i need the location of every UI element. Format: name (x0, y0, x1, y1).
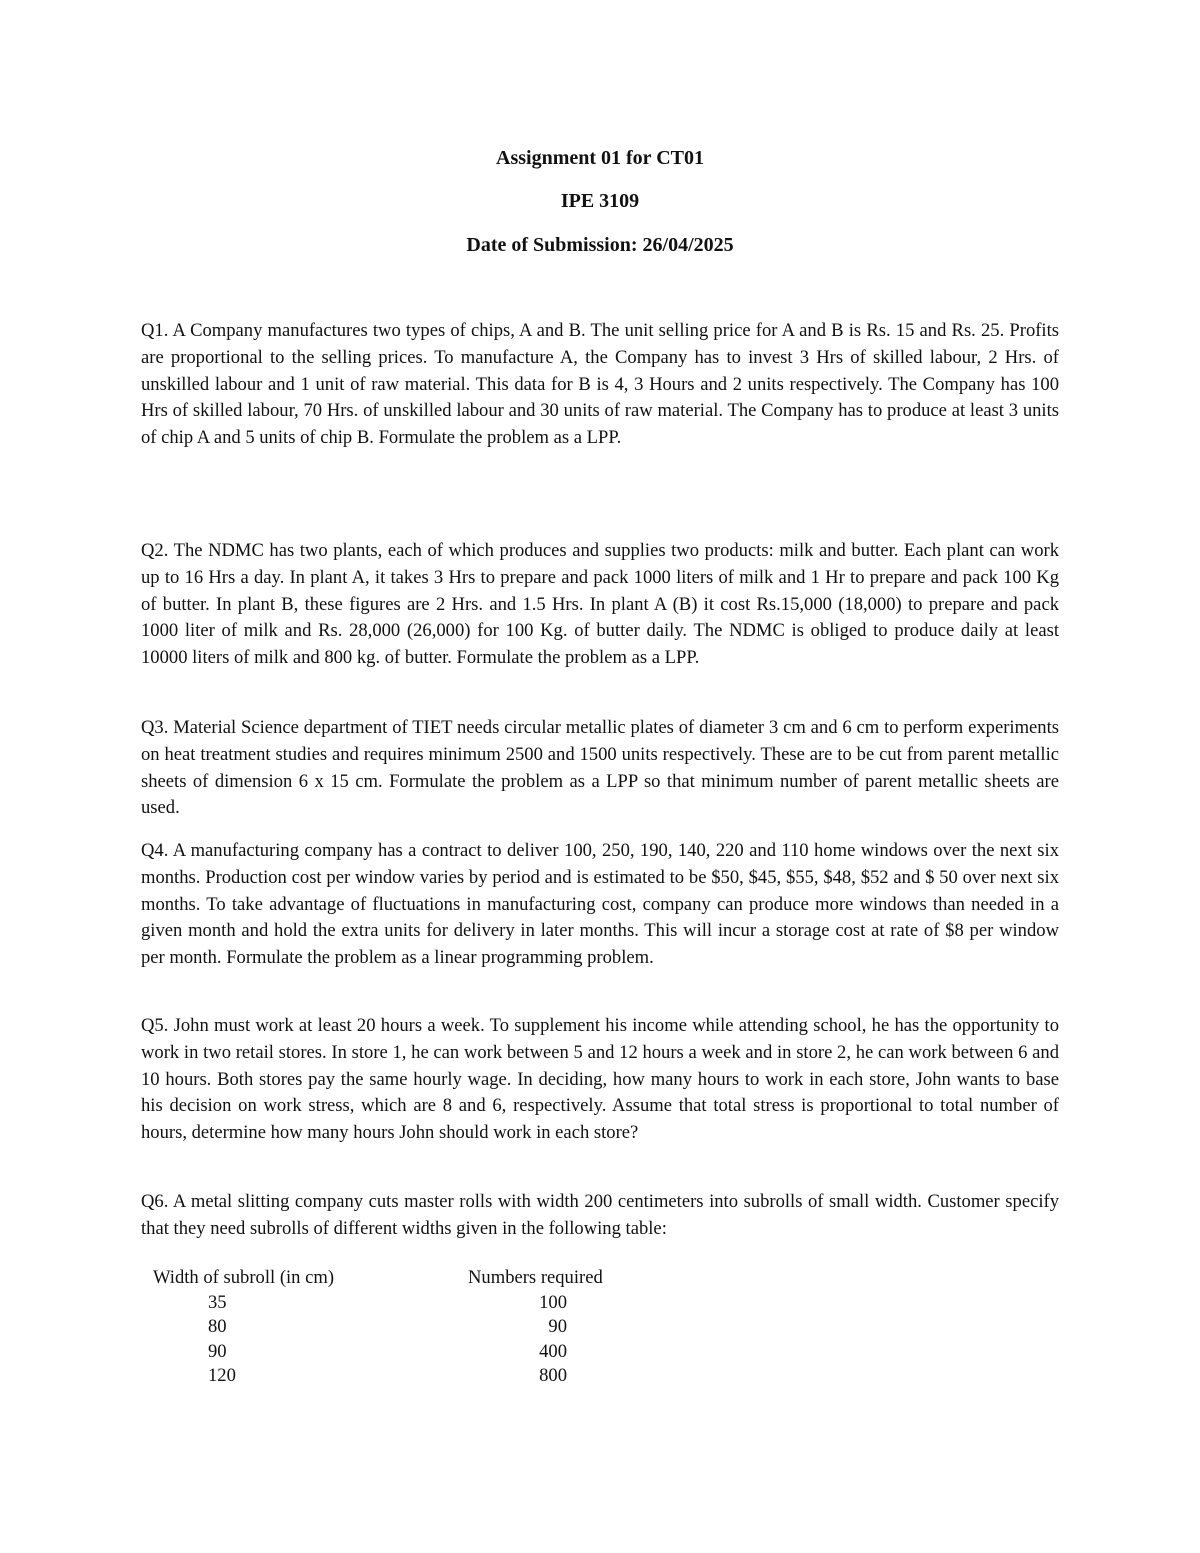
table-cell-width: 120 (208, 1365, 236, 1387)
question-6: Q6. A metal slitting company cuts master rolls with width 200 centimeters into subrolls of small width. Customer specify that they need subrolls of different widths given in the following table: (141, 1191, 1059, 1239)
submission-date: Date of Submission: 26/04/2025 (466, 234, 734, 256)
assignment-title: Assignment 01 for CT01 (496, 147, 704, 169)
table-cell-numbers: 90 (548, 1316, 567, 1338)
table-row (153, 1340, 653, 1365)
table-cell-numbers: 400 (539, 1340, 567, 1362)
table-cell-width: 35 (208, 1291, 227, 1313)
table-row (153, 1364, 653, 1389)
course-code: IPE 3109 (560, 190, 640, 212)
question-4: Q4. A manufacturing company has a contract to deliver 100, 250, 190, 140, 220 and 110 home windows over the next six months. Production cost per window varies by period and is estimated to be $50, $45, $55, $48, $52 and $ 50 over next six months. To take advantage of fluctuations in manufacturing cost, company can produce more windows than needed in a given month and hold the extra units for delivery in later months. This will incur a storage cost at rate of $8 per window per month. Formulate the problem as a linear programming problem. (141, 840, 1059, 969)
table-header-width: Width of subroll (in cm) (153, 1267, 335, 1288)
subroll-table (153, 1266, 653, 1389)
question-1: Q1. A Company manufactures two types of chips, A and B. The unit selling price for A and B is Rs. 15 and Rs. 25. Profits are proportional to the selling prices. To manufacture A, the Company has to invest 3 Hrs of skilled labour, 2 Hrs. of unskilled labour and 1 unit of raw material. This data for B is 4, 3 Hours and 2 units respectively. The Company has 100 Hrs of skilled labour, 70 Hrs. of unskilled labour and 30 units of raw material. The Company has to produce at least 3 units of chip A and 5 units of chip B. Formulate the problem as a LPP. (141, 320, 1059, 449)
question-2: Q2. The NDMC has two plants, each of which produces and supplies two products: milk and butter. Each plant can work up to 16 Hrs a day. In plant A, it takes 3 Hrs to prepare and pack 1000 liters of milk and 1 Hr to prepare and pack 100 Kg of butter. In plant B, these figures are 2 Hrs. and 1.5 Hrs. In plant A (B) it cost Rs.15,000 (18,000) to prepare and pack 1000 liter of milk and Rs. 28,000 (26,000) for 100 Kg. of butter daily. The NDMC is obliged to produce daily at least 10000 liters of milk and 800 kg. of butter. Formulate the problem as a LPP. (141, 540, 1059, 669)
table-cell-numbers: 100 (539, 1291, 567, 1313)
table-cell-width: 90 (208, 1340, 227, 1362)
table-header-row (153, 1266, 653, 1291)
table-row (153, 1291, 653, 1316)
table-header-numbers: Numbers required (468, 1267, 603, 1288)
table-cell-numbers: 800 (539, 1365, 567, 1387)
question-5: Q5. John must work at least 20 hours a week. To supplement his income while attending school, he has the opportunity to work in two retail stores. In store 1, he can work between 5 and 12 hours a week and in store 2, he can work between 6 and 10 hours. Both stores pay the same hourly wage. In deciding, how many hours to work in each store, John wants to base his decision on work stress, which are 8 and 6, respectively. Assume that total stress is proportional to total number of hours, determine how many hours John should work in each store? (141, 1015, 1059, 1144)
question-3: Q3. Material Science department of TIET needs circular metallic plates of diameter 3 cm and 6 cm to perform experiments on heat treatment studies and requires minimum 2500 and 1500 units respectively. These are to be cut from parent metallic sheets of dimension 6 x 15 cm. Formulate the problem as a LPP so that minimum number of parent metallic sheets are used. (141, 717, 1059, 819)
table-cell-width: 80 (208, 1316, 227, 1338)
table-row (153, 1315, 653, 1340)
